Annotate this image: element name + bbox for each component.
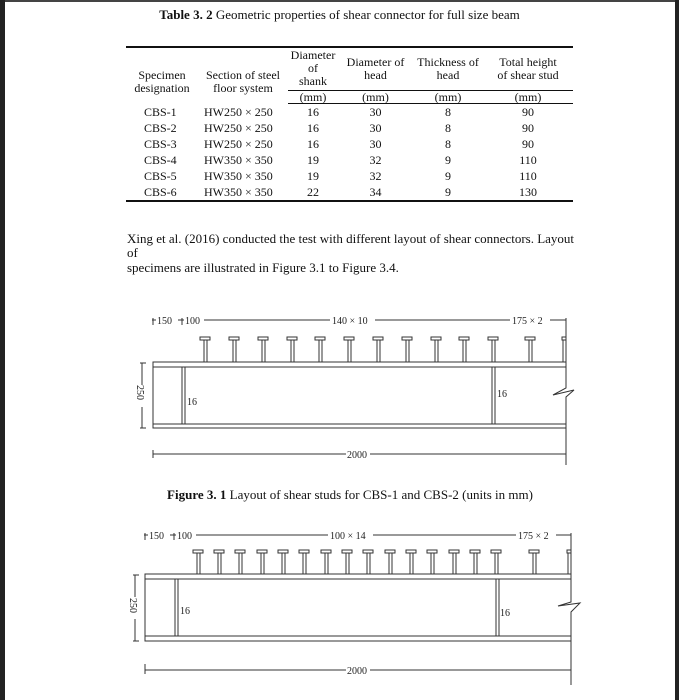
dim-end: 150 bbox=[157, 316, 172, 327]
cell-section: HW350 × 350 bbox=[204, 153, 273, 167]
stud bbox=[363, 550, 373, 574]
table-row bbox=[126, 184, 573, 201]
stud bbox=[567, 550, 571, 574]
header-text: Diameter bbox=[290, 48, 336, 62]
unit-cell: (mm) bbox=[288, 91, 338, 104]
stud bbox=[488, 337, 498, 362]
stud bbox=[315, 337, 325, 362]
cell-head-dia: 30 bbox=[369, 105, 382, 119]
header-text: Thickness of bbox=[417, 54, 479, 69]
cell-specimen: CBS-5 bbox=[144, 169, 177, 183]
stud bbox=[200, 337, 210, 362]
stud bbox=[431, 337, 441, 362]
stiffener-left bbox=[175, 579, 178, 636]
dim-last: 175 × 2 bbox=[518, 531, 549, 542]
header-text: of bbox=[308, 61, 318, 75]
dim-last: 175 × 2 bbox=[512, 316, 543, 327]
cell-head-dia: 32 bbox=[369, 169, 382, 183]
header-specimen bbox=[126, 47, 198, 104]
cell-head-thk: 9 bbox=[413, 184, 483, 201]
cell-shank: 16 bbox=[307, 121, 319, 135]
cell-specimen: CBS-6 bbox=[126, 184, 198, 201]
dim-spacing: 100 × 14 bbox=[330, 531, 366, 542]
header-text: Total height bbox=[499, 54, 557, 69]
header-text: shank bbox=[299, 74, 327, 88]
cell-shank: 16 bbox=[307, 105, 319, 119]
stud bbox=[214, 550, 224, 574]
stud bbox=[385, 550, 395, 574]
cell-height: 110 bbox=[519, 169, 537, 183]
stud bbox=[562, 337, 566, 362]
dim-stiffener-right: 16 bbox=[497, 389, 507, 400]
stiffener-left bbox=[182, 367, 185, 424]
cell-height: 90 bbox=[522, 137, 534, 151]
header-head-diameter bbox=[338, 47, 413, 91]
stud bbox=[459, 337, 469, 362]
dim-length: 2000 bbox=[347, 450, 367, 461]
header-text: head bbox=[364, 67, 387, 82]
break-symbol bbox=[553, 367, 574, 428]
figure-caption-label: Figure 3. 1 bbox=[167, 487, 227, 502]
cell-height: 90 bbox=[522, 121, 534, 135]
geometric-properties-table bbox=[126, 46, 573, 202]
cell-section: HW250 × 250 bbox=[204, 121, 273, 135]
cell-specimen: CBS-2 bbox=[144, 121, 177, 135]
header-head-thickness bbox=[413, 47, 483, 91]
stud bbox=[470, 550, 480, 574]
stud bbox=[402, 337, 412, 362]
cell-shank: 19 bbox=[307, 153, 319, 167]
dim-depth: 250 bbox=[134, 385, 145, 400]
stud bbox=[449, 550, 459, 574]
dim-depth: 250 bbox=[127, 598, 138, 613]
stud bbox=[257, 550, 267, 574]
bottom-flange bbox=[145, 636, 571, 641]
table-row bbox=[126, 104, 573, 121]
table-caption-text: Geometric properties of shear connector for full size beam bbox=[212, 7, 520, 22]
paragraph-line-1: Xing et al. (2016) conducted the test with different layout of shear connectors. Layout of bbox=[127, 231, 575, 260]
stud bbox=[342, 550, 352, 574]
header-text: Specimen bbox=[138, 67, 186, 82]
stud bbox=[406, 550, 416, 574]
stud bbox=[427, 550, 437, 574]
table-header-row bbox=[126, 47, 573, 91]
cell-head-thk: 8 bbox=[445, 121, 451, 135]
figure-3-1-drawing bbox=[0, 310, 679, 470]
shear-studs bbox=[193, 550, 571, 574]
header-text: of shear stud bbox=[497, 67, 559, 82]
stiffener-right bbox=[492, 367, 495, 424]
header-total-height bbox=[483, 47, 573, 91]
cell-head-dia: 34 bbox=[338, 184, 413, 201]
table-caption bbox=[0, 7, 679, 23]
table-caption-label: Table 3. 2 bbox=[159, 7, 213, 22]
header-text: floor system bbox=[213, 80, 273, 95]
top-flange bbox=[145, 574, 571, 579]
cell-shank: 22 bbox=[288, 184, 338, 201]
cell-head-thk: 9 bbox=[445, 153, 451, 167]
header-text: Section of steel bbox=[206, 67, 280, 82]
cell-section: HW250 × 250 bbox=[204, 104, 273, 119]
break-symbol bbox=[558, 579, 580, 641]
cell-height: 90 bbox=[522, 105, 534, 119]
stud bbox=[299, 550, 309, 574]
stiffener-right bbox=[496, 579, 499, 636]
table-row bbox=[126, 120, 573, 136]
cell-height: 130 bbox=[483, 184, 573, 201]
stud bbox=[491, 550, 501, 574]
stud bbox=[229, 337, 239, 362]
unit-cell: (mm) bbox=[413, 91, 483, 104]
stud bbox=[258, 337, 268, 362]
cell-section: HW250 × 250 bbox=[204, 137, 273, 151]
cell-specimen: CBS-3 bbox=[144, 137, 177, 151]
stud bbox=[278, 550, 288, 574]
bottom-flange bbox=[153, 424, 566, 428]
header-section bbox=[198, 47, 288, 104]
cell-specimen: CBS-4 bbox=[144, 153, 177, 167]
figure-3-1-caption bbox=[0, 487, 679, 503]
figure-3-2-drawing bbox=[0, 525, 679, 700]
header-shank-diameter bbox=[288, 47, 338, 91]
unit-cell: (mm) bbox=[483, 91, 573, 104]
cell-head-thk: 8 bbox=[445, 105, 451, 119]
top-flange bbox=[153, 362, 566, 367]
stud bbox=[529, 550, 539, 574]
dim-spacing: 140 × 10 bbox=[332, 316, 368, 327]
stud bbox=[525, 337, 535, 362]
dim-stiffener-right: 16 bbox=[500, 608, 510, 619]
cell-head-thk: 9 bbox=[445, 169, 451, 183]
figure-caption-text: Layout of shear studs for CBS-1 and CBS-2 (units in mm) bbox=[226, 487, 533, 502]
unit-cell: (mm) bbox=[338, 91, 413, 104]
cell-section: HW350 × 350 bbox=[204, 169, 273, 183]
stud bbox=[193, 550, 203, 574]
dim-end: 150 bbox=[149, 531, 164, 542]
table-row bbox=[126, 136, 573, 152]
cell-head-dia: 32 bbox=[369, 153, 382, 167]
header-text: designation bbox=[134, 80, 190, 95]
paragraph-line-2: specimens are illustrated in Figure 3.1 to Figure 3.4. bbox=[127, 260, 399, 275]
cell-shank: 16 bbox=[307, 137, 319, 151]
cell-head-dia: 30 bbox=[369, 121, 382, 135]
stud bbox=[373, 337, 383, 362]
dim-stiffener-left: 16 bbox=[180, 606, 190, 617]
cell-specimen: CBS-1 bbox=[144, 104, 177, 119]
header-text: Diameter of bbox=[346, 54, 405, 69]
cell-head-thk: 8 bbox=[445, 137, 451, 151]
dim-stiffener-left: 16 bbox=[187, 397, 197, 408]
table-row bbox=[126, 168, 573, 184]
cell-section: HW350 × 350 bbox=[198, 184, 288, 201]
header-text: head bbox=[436, 67, 460, 82]
shear-studs bbox=[200, 337, 566, 362]
cell-shank: 19 bbox=[307, 169, 319, 183]
cell-height: 110 bbox=[519, 153, 537, 167]
dim-first: 100 bbox=[185, 316, 200, 327]
dim-length: 2000 bbox=[347, 666, 367, 677]
table-row bbox=[126, 152, 573, 168]
dim-first: 100 bbox=[177, 531, 192, 542]
cell-head-dia: 30 bbox=[369, 137, 382, 151]
stud bbox=[344, 337, 354, 362]
stud bbox=[321, 550, 331, 574]
stud bbox=[287, 337, 297, 362]
stud bbox=[235, 550, 245, 574]
